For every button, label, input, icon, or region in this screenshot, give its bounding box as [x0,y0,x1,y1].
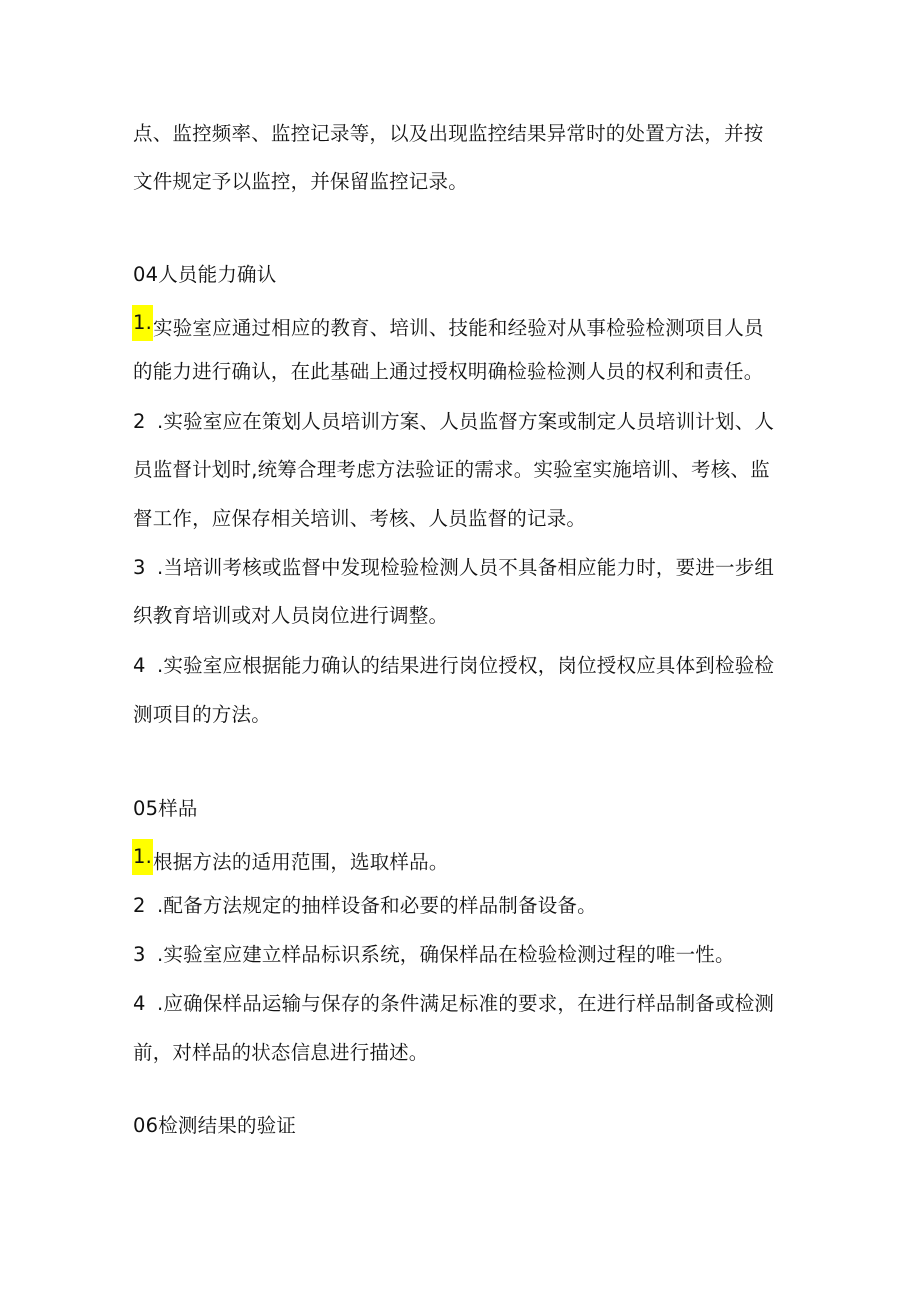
item-text: .实验室应建立样品标识系统，确保样品在检验检测过程的唯一性。 [157,943,735,966]
item-number: 4 [133,992,146,1015]
item-text: .当培训考核或监督中发现检验检测人员不具备相应能力时，要进一步组 [157,556,775,579]
highlight-marker [132,839,153,875]
paragraph-line: 点、监控频率、监控记录等，以及出现监控结果异常时的处置方法，并按 [133,122,764,145]
item-number: 2 [133,894,146,917]
list-item [133,653,793,679]
list-item [133,942,793,968]
list-item [133,893,793,919]
item-text: .应确保样品运输与保存的条件满足标准的要求，在进行样品制备或检测 [157,992,775,1015]
list-item [133,555,793,581]
section-heading-05: 05样品 [133,797,198,820]
paragraph-line: 的能力进行确认，在此基础上通过授权明确检验检测人员的权利和责任。 [133,360,764,383]
list-item [133,409,793,435]
item-number: 3 [133,556,146,579]
list-item [133,845,793,881]
item-text: .配备方法规定的抽样设备和必要的样品制备设备。 [157,894,597,917]
item-number: 4 [133,654,146,677]
section-heading-06: 06检测结果的验证 [133,1114,297,1137]
paragraph-line: 前，对样品的状态信息进行描述。 [133,1041,429,1064]
item-text: 实验室应通过相应的教育、培训、技能和经验对从事检验检测项目人员 [153,316,764,340]
paragraph-line: 督工作，应保存相关培训、考核、人员监督的记录。 [133,507,587,530]
item-number: 3 [133,943,146,966]
paragraph-line: 测项目的方法。 [133,703,271,726]
item-text: .实验室应在策划人员培训方案、人员监督方案或制定人员培训计划、人 [157,410,775,433]
highlight-marker [132,305,153,341]
list-item [133,311,793,347]
item-number: 2 [133,410,146,433]
item-text: .实验室应根据能力确认的结果进行岗位授权，岗位授权应具体到检验检 [157,654,775,677]
paragraph-line: 织教育培训或对人员岗位进行调整。 [133,604,449,627]
list-item [133,991,793,1017]
section-heading-04: 04人员能力确认 [133,263,277,286]
paragraph-line: 文件规定予以监控，并保留监控记录。 [133,170,468,193]
item-number: 1. [133,311,153,334]
paragraph-line: 员监督计划时,统筹合理考虑方法验证的需求。实验室实施培训、考核、监 [133,458,770,481]
item-number: 1. [133,845,153,868]
item-text: 根据方法的适用范围，选取样品。 [153,850,449,874]
